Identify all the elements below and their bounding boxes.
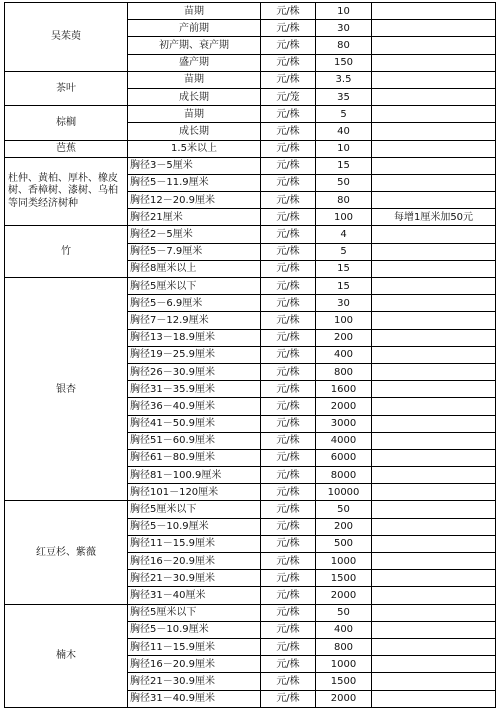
spec-cell: 胸径11－15.9厘米 <box>128 535 261 552</box>
unit-cell: 元/株 <box>261 398 316 415</box>
price-cell: 10 <box>316 3 372 20</box>
spec-cell: 胸径5－10.9厘米 <box>128 621 261 638</box>
price-cell: 3.5 <box>316 71 372 88</box>
price-cell: 15 <box>316 278 372 295</box>
unit-cell: 元/株 <box>261 484 316 501</box>
price-cell: 100 <box>316 209 372 226</box>
price-cell: 10 <box>316 140 372 157</box>
unit-cell: 元/株 <box>261 209 316 226</box>
unit-cell: 元/株 <box>261 329 316 346</box>
unit-cell: 元/株 <box>261 157 316 174</box>
table-row <box>5 106 496 123</box>
spec-cell: 胸径5－7.9厘米 <box>128 243 261 260</box>
unit-cell: 元/株 <box>261 570 316 587</box>
price-cell: 80 <box>316 37 372 54</box>
price-cell: 5 <box>316 243 372 260</box>
note-cell <box>372 363 496 380</box>
spec-cell: 成长期 <box>128 123 261 140</box>
price-cell: 80 <box>316 192 372 209</box>
note-cell <box>372 106 496 123</box>
unit-cell: 元/株 <box>261 381 316 398</box>
unit-cell: 元/株 <box>261 346 316 363</box>
table-row <box>5 71 496 88</box>
note-cell <box>372 140 496 157</box>
price-cell: 1500 <box>316 673 372 690</box>
price-cell: 50 <box>316 501 372 518</box>
spec-cell: 胸径21－30.9厘米 <box>128 673 261 690</box>
spec-cell: 胸径41－50.9厘米 <box>128 415 261 432</box>
price-cell: 400 <box>316 346 372 363</box>
spec-cell: 胸径7－12.9厘米 <box>128 312 261 329</box>
table-row <box>5 501 496 518</box>
note-cell <box>372 37 496 54</box>
note-cell <box>372 226 496 243</box>
spec-cell: 胸径5厘米以下 <box>128 278 261 295</box>
price-cell: 15 <box>316 260 372 277</box>
unit-cell: 元/株 <box>261 415 316 432</box>
spec-cell: 盛产期 <box>128 54 261 71</box>
species-name-cell: 茶叶 <box>5 71 128 105</box>
spec-cell: 胸径12－20.9厘米 <box>128 192 261 209</box>
unit-cell: 元/株 <box>261 260 316 277</box>
table-row <box>5 278 496 295</box>
price-cell: 150 <box>316 54 372 71</box>
spec-cell: 苗期 <box>128 3 261 20</box>
table-body <box>5 3 496 708</box>
unit-cell: 元/株 <box>261 467 316 484</box>
note-cell <box>372 88 496 105</box>
table-row <box>5 3 496 20</box>
note-cell <box>372 518 496 535</box>
unit-cell: 元/株 <box>261 192 316 209</box>
note-cell <box>372 398 496 415</box>
unit-cell: 元/株 <box>261 243 316 260</box>
price-cell: 30 <box>316 20 372 37</box>
note-cell <box>372 346 496 363</box>
price-cell: 50 <box>316 174 372 191</box>
price-cell: 400 <box>316 621 372 638</box>
species-name-cell: 楠木 <box>5 604 128 707</box>
note-cell <box>372 54 496 71</box>
spec-cell: 胸径5－6.9厘米 <box>128 295 261 312</box>
price-cell: 6000 <box>316 449 372 466</box>
unit-cell: 元/株 <box>261 535 316 552</box>
unit-cell: 元/株 <box>261 226 316 243</box>
price-cell: 200 <box>316 329 372 346</box>
note-cell <box>372 260 496 277</box>
unit-cell: 元/株 <box>261 656 316 673</box>
price-cell: 35 <box>316 88 372 105</box>
unit-cell: 元/株 <box>261 3 316 20</box>
note-cell <box>372 432 496 449</box>
note-cell <box>372 570 496 587</box>
spec-cell: 产前期 <box>128 20 261 37</box>
unit-cell: 元/株 <box>261 604 316 621</box>
note-cell <box>372 192 496 209</box>
note-cell <box>372 243 496 260</box>
unit-cell: 元/株 <box>261 37 316 54</box>
species-name-cell: 棕榈 <box>5 106 128 140</box>
spec-cell: 胸径11－15.9厘米 <box>128 638 261 655</box>
price-cell: 5 <box>316 106 372 123</box>
note-cell <box>372 535 496 552</box>
note-cell <box>372 123 496 140</box>
note-cell <box>372 157 496 174</box>
spec-cell: 初产期、衰产期 <box>128 37 261 54</box>
note-cell <box>372 621 496 638</box>
note-cell <box>372 295 496 312</box>
species-name-cell: 银杏 <box>5 278 128 501</box>
compensation-table <box>4 2 496 708</box>
unit-cell: 元/株 <box>261 278 316 295</box>
unit-cell: 元/株 <box>261 518 316 535</box>
note-cell <box>372 690 496 707</box>
price-cell: 200 <box>316 518 372 535</box>
price-cell: 3000 <box>316 415 372 432</box>
unit-cell: 元/株 <box>261 312 316 329</box>
spec-cell: 胸径5－10.9厘米 <box>128 518 261 535</box>
species-name-cell: 芭蕉 <box>5 140 128 157</box>
unit-cell: 元/株 <box>261 553 316 570</box>
price-cell: 40 <box>316 123 372 140</box>
price-cell: 1600 <box>316 381 372 398</box>
spec-cell: 胸径19－25.9厘米 <box>128 346 261 363</box>
price-cell: 800 <box>316 638 372 655</box>
price-cell: 4000 <box>316 432 372 449</box>
price-cell: 8000 <box>316 467 372 484</box>
spec-cell: 胸径51－60.9厘米 <box>128 432 261 449</box>
note-cell <box>372 673 496 690</box>
note-cell <box>372 71 496 88</box>
spec-cell: 胸径16－20.9厘米 <box>128 553 261 570</box>
note-cell <box>372 553 496 570</box>
price-cell: 1000 <box>316 656 372 673</box>
note-cell <box>372 3 496 20</box>
unit-cell: 元/株 <box>261 621 316 638</box>
table-row <box>5 226 496 243</box>
note-cell <box>372 329 496 346</box>
species-name-cell: 红豆杉、紫薇 <box>5 501 128 604</box>
note-cell <box>372 467 496 484</box>
unit-cell: 元/株 <box>261 638 316 655</box>
price-cell: 4 <box>316 226 372 243</box>
price-cell: 10000 <box>316 484 372 501</box>
unit-cell: 元/株 <box>261 690 316 707</box>
price-cell: 1000 <box>316 553 372 570</box>
spec-cell: 胸径5厘米以下 <box>128 604 261 621</box>
spec-cell: 胸径5厘米以下 <box>128 501 261 518</box>
spec-cell: 胸径8厘米以上 <box>128 260 261 277</box>
unit-cell: 元/株 <box>261 71 316 88</box>
note-cell <box>372 604 496 621</box>
species-name-cell: 吴茱萸 <box>5 3 128 72</box>
unit-cell: 元/株 <box>261 295 316 312</box>
spec-cell: 苗期 <box>128 71 261 88</box>
note-cell <box>372 174 496 191</box>
unit-cell: 元/株 <box>261 106 316 123</box>
price-cell: 100 <box>316 312 372 329</box>
note-cell <box>372 381 496 398</box>
species-name-cell: 竹 <box>5 226 128 278</box>
note-cell <box>372 484 496 501</box>
unit-cell: 元/株 <box>261 501 316 518</box>
note-cell <box>372 638 496 655</box>
price-cell: 15 <box>316 157 372 174</box>
price-cell: 2000 <box>316 690 372 707</box>
spec-cell: 胸径26－30.9厘米 <box>128 363 261 380</box>
spec-cell: 胸径13－18.9厘米 <box>128 329 261 346</box>
unit-cell: 元/株 <box>261 174 316 191</box>
spec-cell: 胸径21厘米 <box>128 209 261 226</box>
spec-cell: 胸径31－40厘米 <box>128 587 261 604</box>
spec-cell: 胸径5－11.9厘米 <box>128 174 261 191</box>
table-row <box>5 604 496 621</box>
unit-cell: 元/株 <box>261 123 316 140</box>
spec-cell: 胸径81－100.9厘米 <box>128 467 261 484</box>
unit-cell: 元/株 <box>261 363 316 380</box>
spec-cell: 胸径2－5厘米 <box>128 226 261 243</box>
spec-cell: 苗期 <box>128 106 261 123</box>
spec-cell: 胸径16－20.9厘米 <box>128 656 261 673</box>
price-cell: 500 <box>316 535 372 552</box>
price-cell: 2000 <box>316 398 372 415</box>
spec-cell: 胸径21－30.9厘米 <box>128 570 261 587</box>
unit-cell: 元/株 <box>261 140 316 157</box>
note-cell: 每增1厘米加50元 <box>372 209 496 226</box>
note-cell <box>372 449 496 466</box>
unit-cell: 元/株 <box>261 449 316 466</box>
spec-cell: 胸径3－5厘米 <box>128 157 261 174</box>
note-cell <box>372 656 496 673</box>
unit-cell: 元/笼 <box>261 88 316 105</box>
spec-cell: 胸径61－80.9厘米 <box>128 449 261 466</box>
table-row <box>5 140 496 157</box>
note-cell <box>372 312 496 329</box>
note-cell <box>372 501 496 518</box>
species-name-cell: 杜仲、黄柏、厚朴、橡皮树、香樟树、漆树、乌桕等同类经济树种 <box>5 157 128 226</box>
note-cell <box>372 278 496 295</box>
spec-cell: 胸径31－35.9厘米 <box>128 381 261 398</box>
price-cell: 1500 <box>316 570 372 587</box>
note-cell <box>372 20 496 37</box>
spec-cell: 胸径31－40.9厘米 <box>128 690 261 707</box>
spec-cell: 胸径101－120厘米 <box>128 484 261 501</box>
unit-cell: 元/株 <box>261 20 316 37</box>
price-cell: 2000 <box>316 587 372 604</box>
price-cell: 30 <box>316 295 372 312</box>
price-cell: 50 <box>316 604 372 621</box>
unit-cell: 元/株 <box>261 587 316 604</box>
spec-cell: 1.5米以上 <box>128 140 261 157</box>
note-cell <box>372 587 496 604</box>
price-cell: 800 <box>316 363 372 380</box>
table-row <box>5 157 496 174</box>
unit-cell: 元/株 <box>261 673 316 690</box>
unit-cell: 元/株 <box>261 432 316 449</box>
note-cell <box>372 415 496 432</box>
spec-cell: 胸径36－40.9厘米 <box>128 398 261 415</box>
spec-cell: 成长期 <box>128 88 261 105</box>
unit-cell: 元/株 <box>261 54 316 71</box>
